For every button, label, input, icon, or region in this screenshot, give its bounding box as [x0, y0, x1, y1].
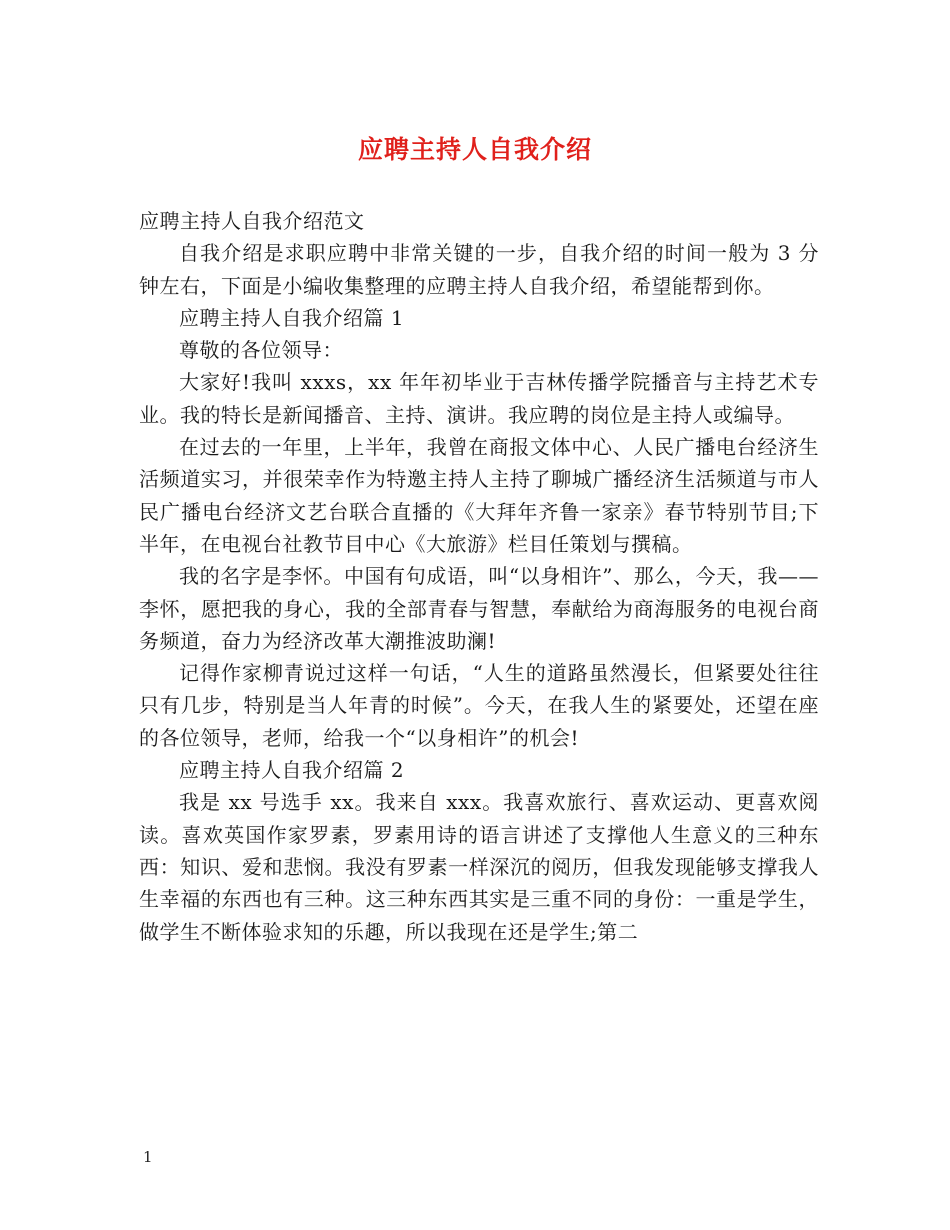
- paragraph-greeting: 尊敬的各位领导：: [179, 338, 343, 363]
- paragraph-intro: 自我介绍是求职应聘中非常关键的一步，自我介绍的时间一般为 3 分钟左右，下面是小编收集整理的应聘主持人自我介绍，希望能帮到你。: [139, 241, 819, 298]
- section-heading-2: 应聘主持人自我介绍篇 2: [179, 758, 405, 783]
- document-title: 应聘主持人自我介绍: [357, 135, 592, 164]
- paragraph: 我是 xx 号选手 xx。我来自 xxx。我喜欢旅行、喜欢运动、更喜欢阅读。喜欢英国作家罗素，罗素用诗的语言讲述了支撑他人生意义的三种东西：知识、爱和悲悯。我没有罗素一样深沉的阅历，但我发现能够支撑我人生幸福的东西也有三种。这三种东西其实是三重不同的身份：一重是学生，做学生不断体验求知的乐趣，所以我现在还是学生;第二: [139, 790, 819, 944]
- paragraph: 大家好!我叫 xxxs，xx 年年初毕业于吉林传播学院播音与主持艺术专业。我的特长是新闻播音、主持、演讲。我应聘的岗位是主持人或编导。: [139, 370, 819, 427]
- paragraph: 记得作家柳青说过这样一句话，“人生的道路虽然漫长，但紧要处往往只有几步，特别是当人年青的时候”。今天，在我人生的紧要处，还望在座的各位领导，老师，给我一个“以身相许”的机会!: [139, 661, 819, 750]
- document-body: [139, 205, 819, 948]
- paragraph: 我的名字是李怀。中国有句成语，叫“以身相许”、那么，今天，我——李怀，愿把我的身心，我的全部青春与智慧，奉献给为商海服务的电视台商务频道，奋力为经济改革大潮推波助澜!: [139, 564, 819, 653]
- section-heading-1: 应聘主持人自我介绍篇 1: [179, 305, 405, 330]
- page-number: 1: [143, 1148, 153, 1166]
- paragraph: 在过去的一年里，上半年，我曾在商报文体中心、人民广播电台经济生活频道实习，并很荣幸作为特邀主持人主持了聊城广播经济生活频道与市人民广播电台经济文艺台联合直播的《大拜年齐鲁一家亲》春节特别节目;下半年，在电视台社教节目中心《大旅游》栏目任策划与撰稿。: [139, 435, 819, 556]
- paragraph-subtitle: 应聘主持人自我介绍范文: [139, 209, 365, 233]
